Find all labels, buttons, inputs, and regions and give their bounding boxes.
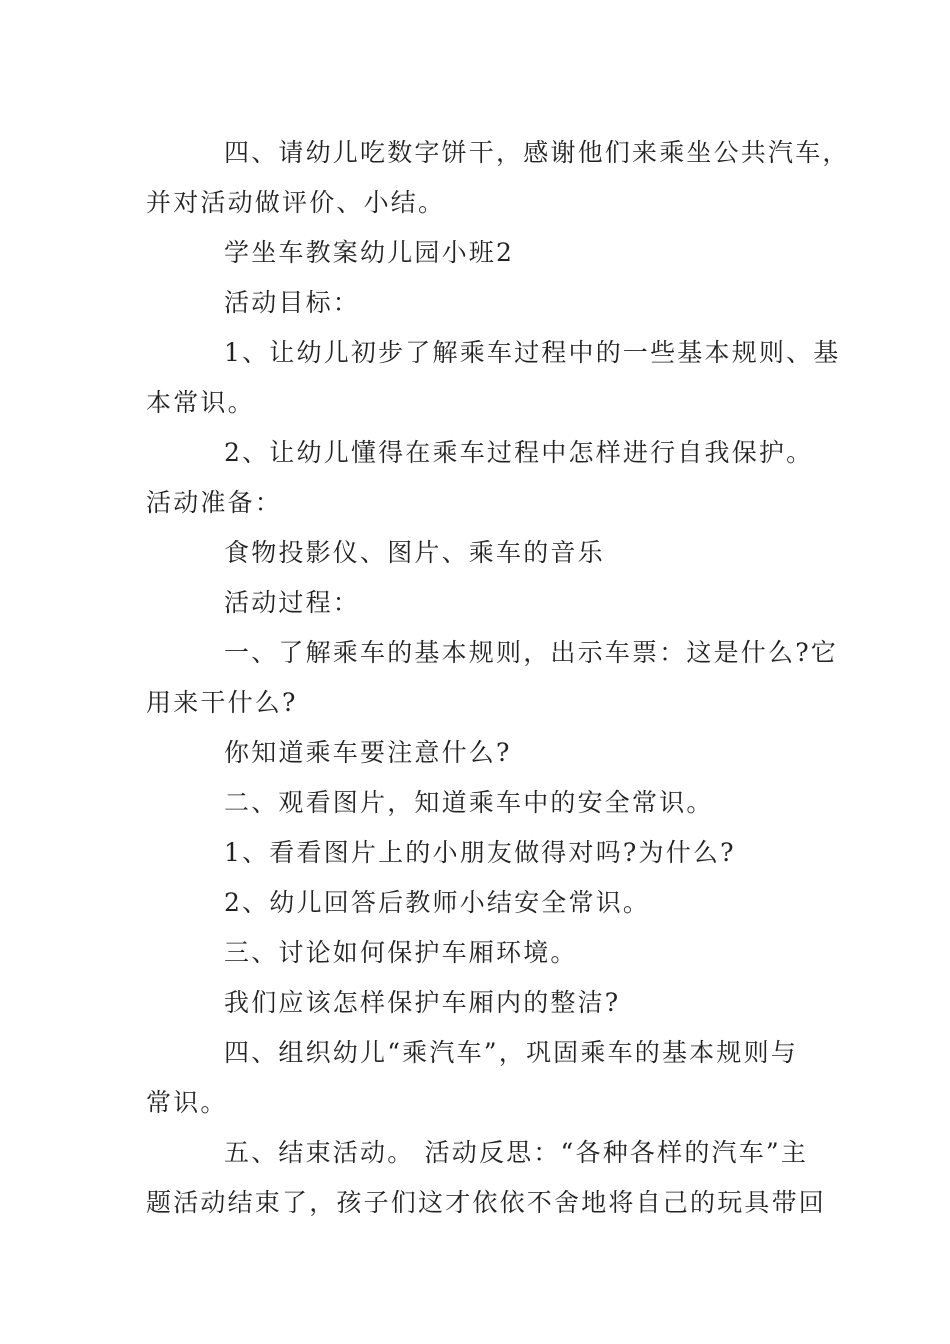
- process-step-2: 二、观看图片，知道乘车中的安全常识。: [224, 788, 714, 817]
- goal-1-line-2: 本常识。: [146, 388, 255, 417]
- heading-activity-goals: 活动目标：: [224, 288, 361, 317]
- process-step-1-line-1: 一、了解乘车的基本规则，出示车票：这是什么?它: [224, 638, 839, 667]
- heading-activity-process: 活动过程：: [224, 588, 361, 617]
- process-step-3-question: 我们应该怎样保护车厢内的整洁?: [224, 988, 621, 1017]
- process-question: 你知道乘车要注意什么?: [224, 738, 512, 767]
- process-step-4-line-1: 四、组织幼儿“乘汽车”，巩固乘车的基本规则与: [224, 1038, 798, 1067]
- process-step-5-line-2: 题活动结束了，孩子们这才依依不舍地将自己的玩具带回: [146, 1188, 827, 1217]
- process-step-4-line-2: 常识。: [146, 1088, 228, 1117]
- section-title: 学坐车教案幼儿园小班2: [224, 238, 515, 267]
- process-step-3: 三、讨论如何保护车厢环境。: [224, 938, 578, 967]
- process-step-2-item-1: 1、看看图片上的小朋友做得对吗?为什么?: [224, 838, 736, 867]
- paragraph-1-line-2: 并对活动做评价、小结。: [146, 188, 446, 217]
- goal-1-line-1: 1、让幼儿初步了解乘车过程中的一些基本规则、基: [224, 338, 841, 367]
- process-step-1-line-2: 用来干什么?: [146, 688, 298, 717]
- paragraph-1-line-1: 四、请幼儿吃数字饼干，感谢他们来乘坐公共汽车，: [224, 138, 850, 167]
- process-step-5-line-1: 五、结束活动。 活动反思：“各种各样的汽车”主: [224, 1138, 809, 1167]
- document-body: [146, 128, 850, 1228]
- goal-2-line-1: 2、让幼儿懂得在乘车过程中怎样进行自我保护。: [224, 438, 814, 467]
- heading-activity-preparation: 活动准备：: [146, 488, 283, 517]
- process-step-2-item-2: 2、幼儿回答后教师小结安全常识。: [224, 888, 651, 917]
- preparation-items: 食物投影仪、图片、乘车的音乐: [224, 538, 605, 567]
